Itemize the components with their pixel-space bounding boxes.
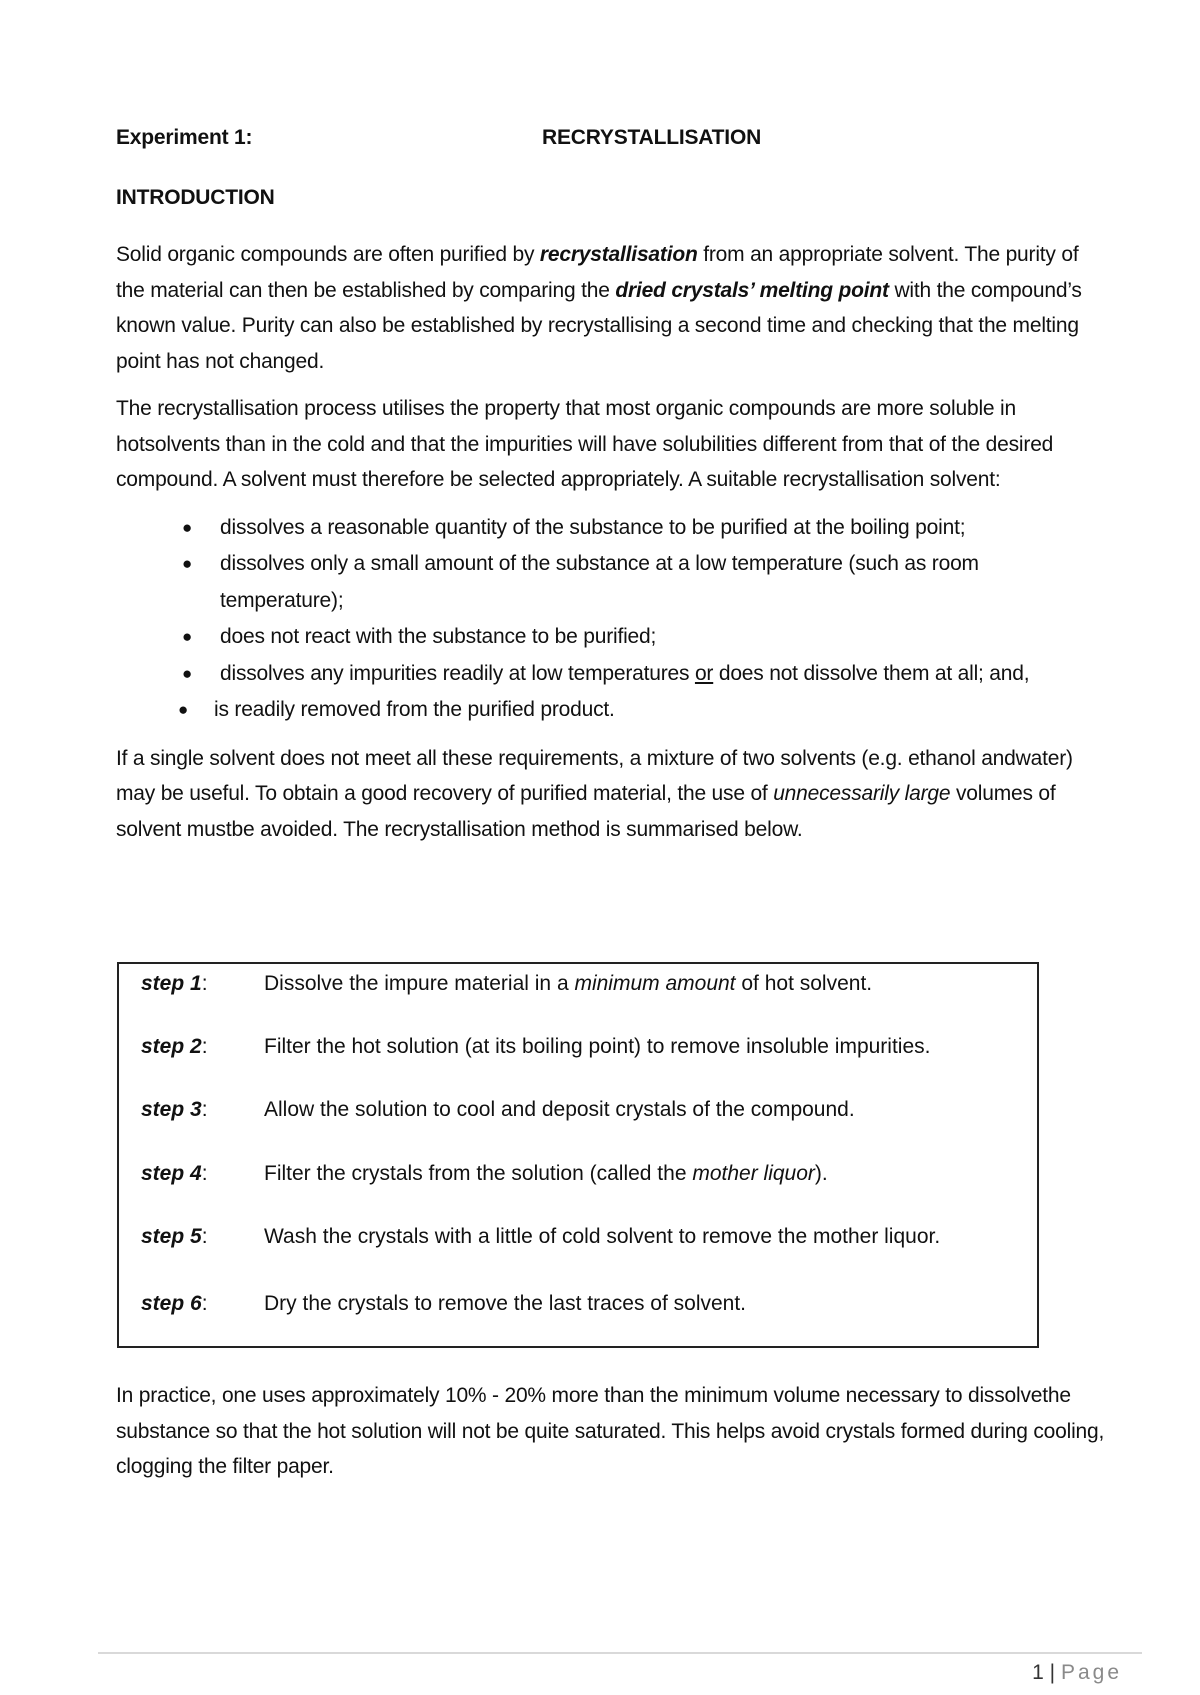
para1-emphasis-melting-point: dried crystals’ melting point (615, 278, 889, 302)
method-steps-box (117, 962, 1039, 1348)
step-text (264, 1156, 828, 1191)
bullet-icon: ● (182, 663, 193, 683)
step-text (264, 966, 872, 1001)
step-label (141, 1286, 208, 1321)
list-item (116, 510, 1100, 547)
step-label-text: step 5 (141, 1225, 202, 1248)
bullet-icon: ● (182, 627, 193, 646)
step-emphasis: minimum amount (574, 972, 736, 995)
page-number: 1 (1032, 1661, 1044, 1684)
step-colon: : (201, 1292, 208, 1315)
page-separator: | (1043, 1661, 1061, 1684)
criteria-text: does not dissolve them at all; and, (713, 661, 1030, 685)
step-label (141, 1029, 208, 1064)
step-text: Allow the solution to cool and deposit crystals of the compound. (264, 1098, 855, 1121)
step-label-text: step 2 (141, 1035, 202, 1058)
intro-paragraph-1 (116, 237, 1106, 379)
footer-divider (98, 1652, 1142, 1654)
step-text: Wash the crystals with a little of cold solvent to remove the mother liquor. (264, 1225, 941, 1248)
solvent-criteria-list (116, 510, 1106, 729)
step-emphasis: mother liquor (692, 1162, 815, 1185)
para1-text-1: Solid organic compounds are often purified by (116, 243, 540, 266)
step-row-6 (141, 1286, 1021, 1321)
step-colon: : (201, 1225, 208, 1248)
list-item (116, 546, 1100, 619)
document-body (116, 120, 1106, 847)
bullet-icon: ● (178, 700, 189, 719)
step-label-text: step 6 (141, 1292, 202, 1315)
step-label-text: step 4 (141, 1162, 202, 1185)
criteria-text: dissolves any impurities readily at low temperatures (220, 661, 695, 685)
para3-text-2: volumes of solvent mustbe avoided. The recrystallisation method is summarised below. (116, 782, 1056, 841)
step-label (141, 1219, 208, 1254)
step-row-4 (141, 1156, 1021, 1191)
step-text-part: of hot solvent. (735, 972, 873, 995)
step-label-text: step 1 (141, 972, 202, 995)
criteria-underlined-or: or (694, 661, 714, 685)
criteria-text: is readily removed from the purified product. (214, 698, 615, 721)
page-label: Page (1060, 1661, 1122, 1684)
step-label (141, 1156, 208, 1191)
step-text-part: ). (814, 1162, 828, 1185)
intro-paragraph-3 (116, 741, 1106, 848)
introduction-heading: INTRODUCTION (116, 186, 275, 209)
para3-emphasis: unnecessarily large (773, 782, 951, 805)
experiment-title: RECRYSTALLISATION (542, 126, 762, 149)
step-row-3 (141, 1092, 1021, 1127)
criteria-text: does not react with the substance to be purified; (220, 625, 657, 648)
para3-text-1: If a single solvent does not meet all these requirements, a mixture of two solvents (e.g. ethanol andwater) may be useful. To obtain a good recovery of purified material, the use of (116, 746, 1073, 805)
list-item (116, 619, 1100, 656)
experiment-header (116, 120, 1106, 155)
criteria-text: dissolves only a small amount of the substance at a low temperature (such as room temperature); (220, 552, 979, 612)
step-text: Filter the hot solution (at its boiling point) to remove insoluble impurities. (264, 1035, 931, 1058)
list-item (116, 656, 1100, 693)
step-row-2 (141, 1029, 1021, 1064)
page-footer (1032, 1658, 1122, 1688)
para1-text-3: with the compound’s known value. Purity can also be established by recrystallising a second time and checking that the melting point has not changed. (116, 278, 1082, 373)
intro-paragraph-2: The recrystallisation process utilises the property that most organic compounds are more soluble in hotsolvents than in the cold and that the impurities will have solubilities different from that of the desired compound. A solvent must therefore be selected appropriately. A suitable recrystallisation solvent: (116, 397, 1054, 491)
step-colon: : (201, 1162, 208, 1185)
step-row-1 (141, 966, 1021, 1001)
step-row-5 (141, 1219, 1021, 1254)
bullet-icon: ● (182, 554, 193, 573)
step-colon: : (201, 1035, 208, 1058)
step-colon: : (201, 972, 208, 995)
criteria-text: dissolves a reasonable quantity of the substance to be purified at the boiling point; (220, 515, 966, 539)
step-text-part: Dissolve the impure material in a (264, 972, 575, 995)
practice-paragraph: In practice, one uses approximately 10% - 20% more than the minimum volume necessary to dissolvethe substance so that the hot solution will not be quite saturated. This helps avoid crystals formed during cooling, clogging the filter paper. (116, 1384, 1105, 1478)
step-label (141, 1092, 208, 1127)
step-colon: : (201, 1098, 208, 1121)
step-text: Dry the crystals to remove the last traces of solvent. (264, 1292, 747, 1315)
list-item (116, 692, 1094, 729)
step-label-text: step 3 (141, 1098, 202, 1121)
step-label (141, 966, 208, 1001)
step-text-part: Filter the crystals from the solution (called the (264, 1162, 693, 1185)
experiment-number: Experiment 1: (116, 126, 253, 149)
para1-emphasis-recrystallisation: recrystallisation (539, 243, 698, 266)
bullet-icon: ● (182, 517, 193, 537)
para1-text-2: from an appropriate solvent. The purity of the material can then be established by comparing the (116, 243, 1079, 302)
